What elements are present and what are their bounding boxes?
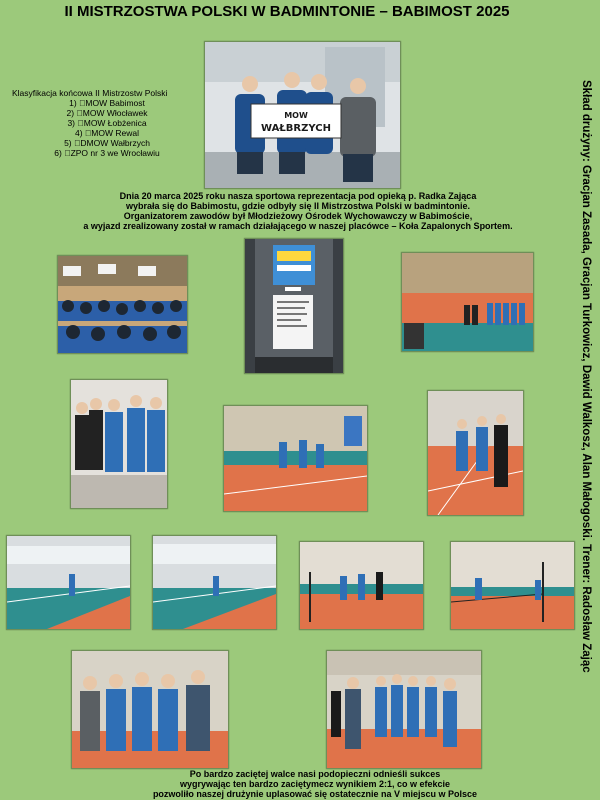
photo-team-award: [71, 650, 229, 769]
outro-line: pozwoliło naszej drużynie uplasować się ostatecznie na V miejscu w Polsce: [152, 789, 478, 799]
intro-line: Dnia 20 marca 2025 roku nasza sportowa reprezentacja pod opieką p. Radka Zająca: [119, 191, 477, 201]
page-title: II MISTRZOSTWA POLSKI W BADMINTONIE – BABIMOST 2025: [64, 3, 510, 20]
photo-court-match: [223, 405, 368, 512]
classification-item: 5)  DMOW Wałbrzych: [64, 138, 150, 148]
photo-court-wide-2: [152, 535, 277, 630]
classification-item: 6)  ZPO nr 3 we Wrocławiu: [54, 148, 160, 158]
outro-line: wygrywając ten bardzo zaciętymecz wynikiem 2:1, co w efekcie: [179, 779, 451, 789]
classification-item: 3)  MOW Łobżenica: [67, 118, 147, 128]
intro-line: Organizatorem zawodów był Młodzieżowy Ośrodek Wychowawczy w Babimoście,: [123, 211, 473, 221]
team-sign-line2: WAŁBRZYCH: [261, 123, 331, 134]
team-roster-sidebar: [578, 80, 596, 770]
classification-heading: Klasyfikacja końcowa II Mistrzostw Polski: [12, 88, 168, 98]
photo-hall-lineup: [401, 252, 534, 352]
photo-court-net-1: [299, 541, 424, 630]
classification-item: 4)  MOW Rewal: [75, 128, 139, 138]
classification-item: 1)  MOW Babimost: [69, 98, 145, 108]
photo-audience: [57, 255, 188, 354]
photo-court-net-2: [450, 541, 575, 630]
intro-text: [40, 191, 556, 231]
final-classification: [12, 88, 202, 158]
photo-door-poster: [244, 238, 344, 374]
photo-teams-standing: [70, 379, 168, 509]
classification-item: 2)  MOW Włocławek: [66, 108, 148, 118]
team-photo-main: [204, 41, 401, 189]
photo-court-wide-1: [6, 535, 131, 630]
photo-players-court: [427, 390, 524, 516]
intro-line: a wyjazd zrealizowany został w ramach działającego w naszej placówce – Koła Zapalonych Sportem.: [83, 221, 513, 231]
photo-teams-ceremony: [326, 650, 482, 769]
intro-line: wybrała się do Babimostu, gdzie odbyły się II Mistrzostwa Polski w badmintonie.: [125, 201, 471, 211]
team-sign-line1: MOW: [284, 111, 308, 120]
team-roster-text: Skład drużyny: Gracjan Zasada, Gracjan Turkowicz, Dawid Walkosz, Alan Małogoski. Trener: Radosław Zając: [580, 80, 592, 673]
outro-line: Po bardzo zaciętej walce nasi podopieczni odnieśli sukces: [189, 769, 441, 779]
outro-text: [80, 769, 550, 799]
